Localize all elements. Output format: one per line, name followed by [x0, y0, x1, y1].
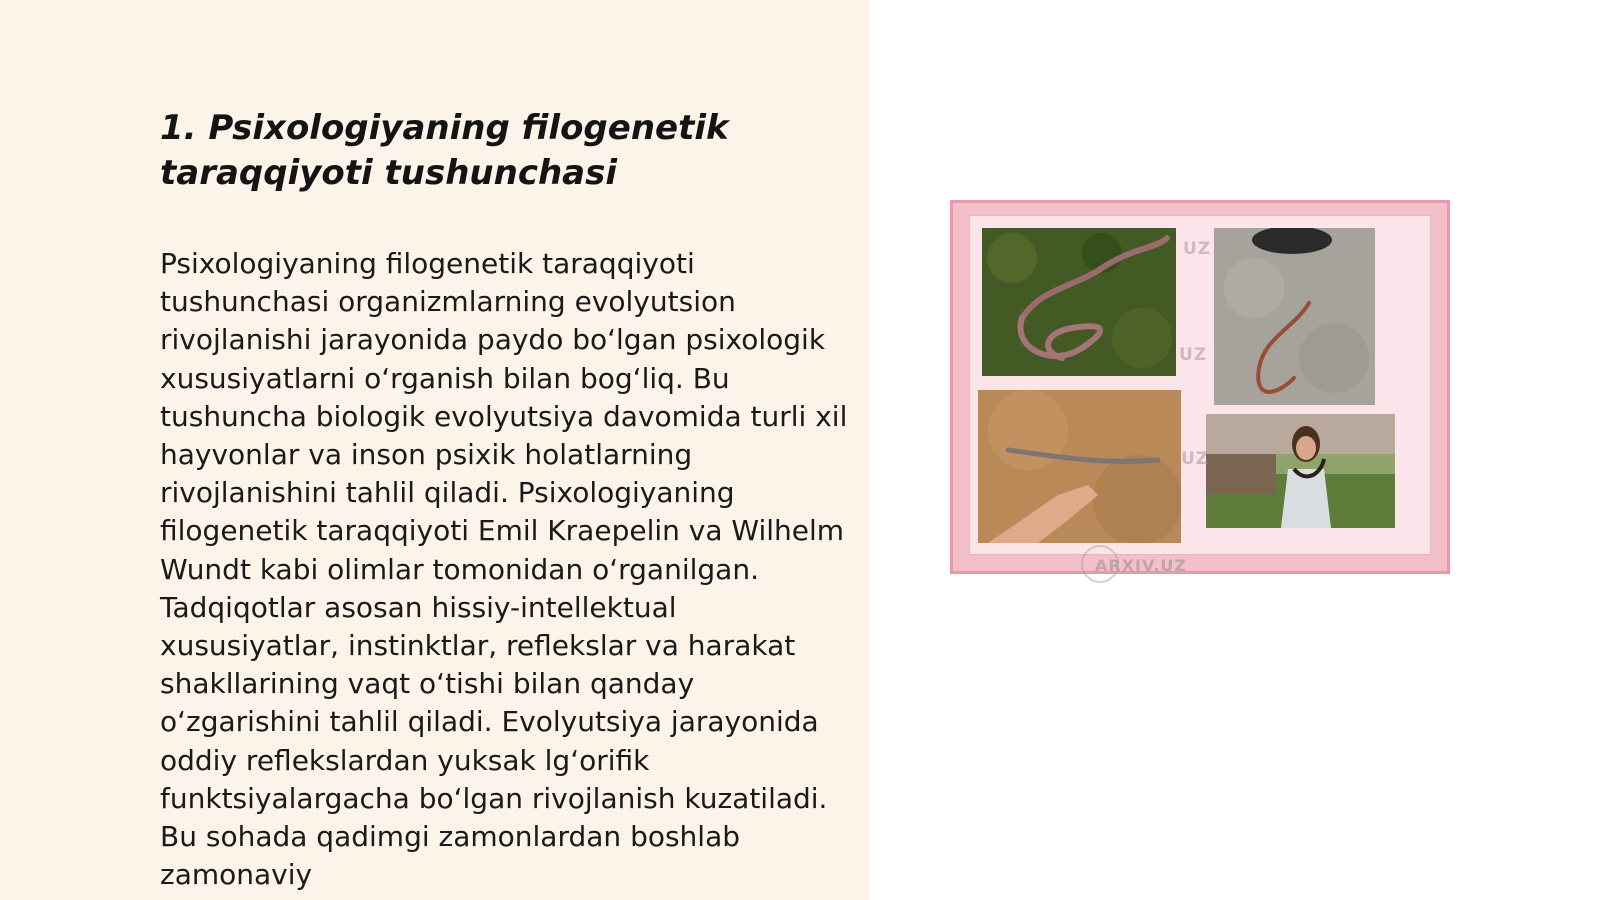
watermark-text: UZ: [1179, 345, 1208, 365]
worm-on-concrete-photo: [1214, 228, 1375, 405]
watermark-text: UZ: [1181, 449, 1210, 469]
slide-body-text: Psixologiyaning filogenetik taraqqiyoti tushunchasi organizmlarning evolyutsion rivojlanishi jarayonida paydo bo‘lgan psixologik xususiyatlarni o‘rganish bilan bog‘liq. Bu tushuncha biologik evolyutsiya davomida turli xil hayvonlar va inson psixik holatlarning rivojlanishini tahlil qiladi. Psixologiyaning filogenetik taraqqiyoti Emil Kraepelin va Wilhelm Wundt kabi olimlar tomonidan o‘rganilgan. Tadqiqotlar asosan hissiy-intellektual xususiyatlar, instinktlar, reflekslar va harakat shakllarining vaqt o‘tishi bilan qanday o‘zgarishini tahlil qiladi. Evolyutsiya jarayonida oddiy reflekslardan yuksak lg‘orifik funktsiyalargacha bo‘lgan rivojlanish kuzatiladi. Bu sohada qadimgi zamonlardan boshlab zamonaviy: [160, 247, 848, 892]
watermark-site-name: ARXIV.UZ: [1095, 556, 1187, 575]
worm-photo-collage: [950, 200, 1450, 574]
woman-holding-worm-photo: [1206, 414, 1395, 528]
slide-title: 1. Psixologiyaning filogenetik taraqqiyoti tushunchasi: [160, 108, 729, 193]
earthworm-on-grass-photo: [982, 228, 1176, 376]
watermark-text: UZ: [1183, 239, 1212, 259]
worm-beside-hand-photo: [978, 390, 1181, 543]
